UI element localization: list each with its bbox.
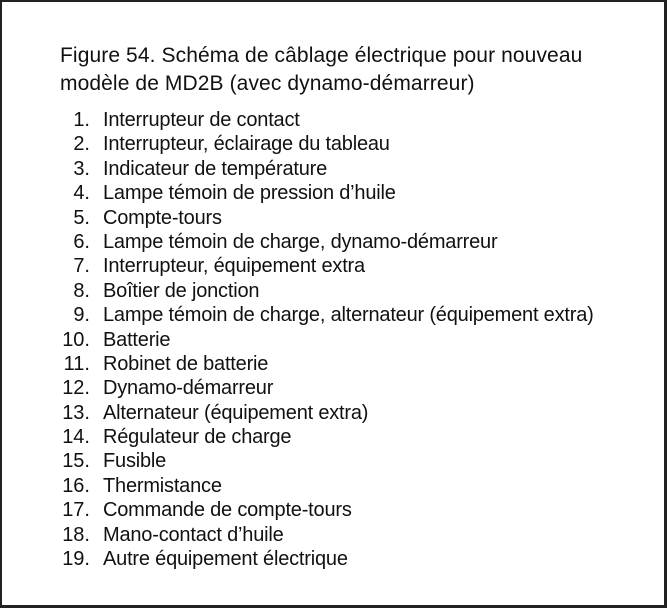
caption-line-1: Figure 54. Schéma de câblage électrique pour nouveau <box>60 44 583 67</box>
legend-item-number: 8. <box>73 279 90 302</box>
legend-item-number: 13. <box>62 401 90 424</box>
legend-item-label: Thermistance <box>103 474 222 497</box>
legend-item-number: 7. <box>73 255 90 278</box>
legend-item-number: 1. <box>73 109 90 131</box>
legend-item-label: Interrupteur, équipement extra <box>103 255 365 278</box>
legend-item-label: Fusible <box>103 450 167 473</box>
legend-item-label: Interrupteur de contact <box>103 109 300 131</box>
legend-item-number: 11. <box>63 352 90 375</box>
legend-item-number: 14. <box>62 426 90 449</box>
legend-item-label: Mano-contact d’huile <box>103 523 284 546</box>
legend-item-label: Compte-tours <box>103 206 222 229</box>
legend-item-number: 9. <box>73 304 90 327</box>
legend-item-label: Lampe témoin de pression d’huile <box>103 182 396 205</box>
legend-item-label: Régulateur de charge <box>103 426 292 449</box>
legend-item-number: 10. <box>62 328 90 351</box>
legend-item-number: 18. <box>62 523 90 546</box>
legend-item-label: Indicateur de température <box>103 157 328 180</box>
legend-item-number: 2. <box>73 133 90 156</box>
legend-item-label: Batterie <box>103 328 171 351</box>
legend-item-label: Lampe témoin de charge, alternateur (équipement extra) <box>103 304 594 327</box>
legend-item-number: 6. <box>73 230 90 253</box>
legend-item-label: Autre équipement électrique <box>103 548 348 571</box>
legend-item-number: 19. <box>62 548 90 571</box>
figure-caption <box>60 42 660 98</box>
legend-item-number: 12. <box>62 377 90 400</box>
legend-item-number: 3. <box>73 157 90 180</box>
legend-item-label: Robinet de batterie <box>103 352 269 375</box>
legend-item-number: 5. <box>73 206 90 229</box>
legend-item-number: 16. <box>62 474 90 497</box>
legend-item-number: 4. <box>73 182 90 205</box>
legend-item-number: 15. <box>62 450 90 473</box>
legend-item-label: Boîtier de jonction <box>103 279 260 302</box>
legend-item-label: Alternateur (équipement extra) <box>103 401 369 424</box>
caption-line-2: modèle de MD2B (avec dynamo-démarreur) <box>60 72 475 95</box>
legend-item-label: Dynamo-démarreur <box>103 377 274 400</box>
legend-item-label: Lampe témoin de charge, dynamo-démarreur <box>103 230 498 253</box>
legend-item-number: 17. <box>62 499 90 522</box>
legend-item-label: Commande de compte-tours <box>103 499 352 522</box>
legend-item-label: Interrupteur, éclairage du tableau <box>103 133 390 156</box>
